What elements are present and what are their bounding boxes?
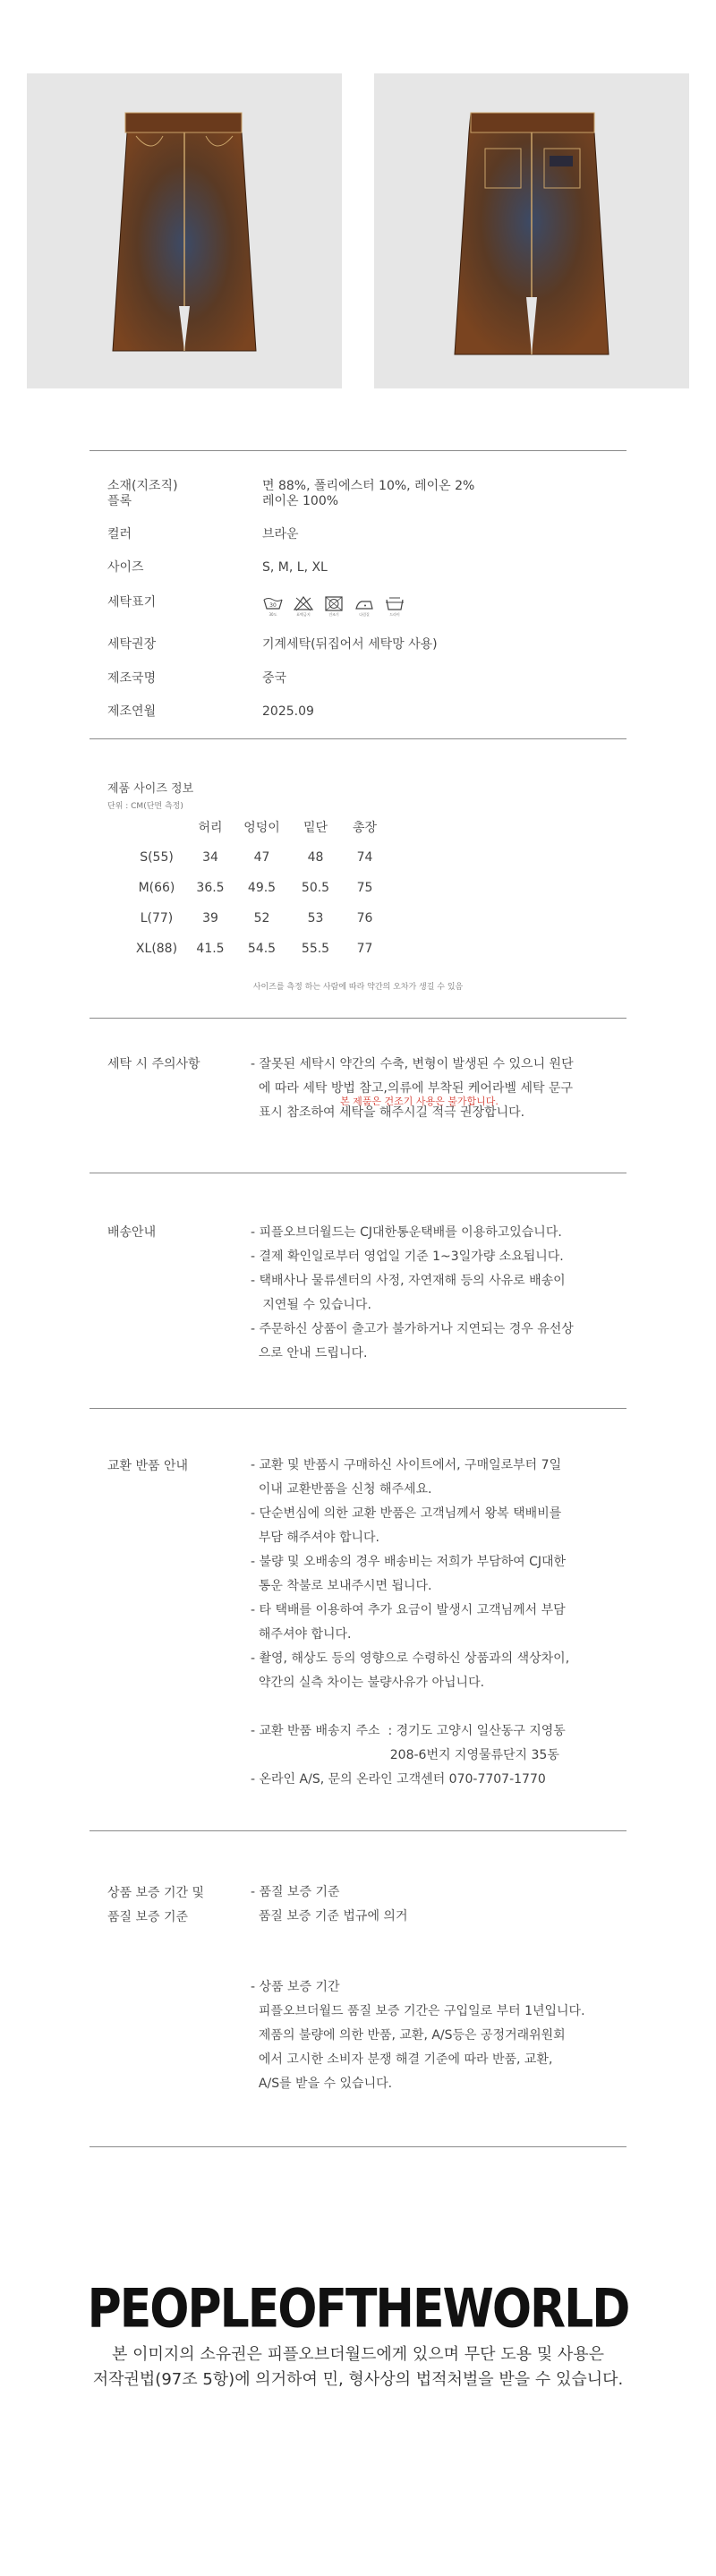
divider: [90, 738, 626, 739]
wash-30-icon: [262, 594, 284, 618]
size-cell: 54.5: [247, 942, 277, 956]
size-info-unit: 단위 : CM(단면 측정): [107, 802, 183, 811]
size-cell: 55.5: [301, 942, 330, 956]
divider: [90, 1830, 626, 1831]
info-value-wash: 기계세탁(뒤집어서 세탁망 사용): [262, 637, 438, 652]
size-cell: 74: [356, 850, 373, 865]
size-info-title: 제품 사이즈 정보: [107, 782, 194, 796]
size-header-empty: [125, 812, 188, 842]
size-cell: 39: [202, 911, 218, 925]
shipping-text: - 피플오브더월드는 CJ대한통운택배를 이용하고있습니다. - 결제 확인일로부터 영업일 기준 1~3일가량 소요됩니다. - 택배사나 물류센터의 사정, 자연재해 등의 사유로 배송이 지연될 수 있습니다. - 주문하신 상품이 출고가 불가하거나 지연되는 경우 유선상 으로 안내 드립니다.: [251, 1225, 574, 1361]
brand-logo: PEOPLEOFTHEWORLD: [87, 2278, 629, 2341]
svg-text:건조기: 건조기: [328, 612, 339, 617]
size-table-header: [125, 812, 389, 842]
exchange-text: - 교환 및 반품시 구매하신 사이트에서, 구매일로부터 7일 이내 교환반품을 신청 해주세요. - 단순변심에 의한 교환 반품은 고객님께서 왕복 택배비를 부담 해주셔야 합니다. - 불량 및 오배송의 경우 배송비는 저희가 부담하여 CJ대한 통운 착불로 보내주시면 됩니다. - 타 택배를 이용하여 추가 요금이 발생시 고객님께서 부담 해주셔야 합니다. - 촬영, 해상도 등의 영향으로 수령하신 상품과의 색상차이, 약간의 실측 차이는 불량사유가 아닙니다. - 교환 반품 배송지 주소 : 경기도 고양시 일산동구 지영동 208-6번지 지영물류단지 35동 - 온라인 A/S, 문의 온라인 고객센터 070-7707-1770: [251, 1458, 570, 1787]
skirt-front-image: [27, 73, 342, 388]
info-value-origin: 중국: [262, 671, 287, 686]
size-cell: 50.5: [301, 881, 330, 895]
exchange-label: 교환 반품 안내: [107, 1459, 189, 1473]
size-cell: 47: [253, 850, 270, 865]
size-cell: 48: [307, 850, 324, 865]
svg-text:드라이: 드라이: [389, 612, 400, 617]
info-label-size: 사이즈: [107, 560, 144, 575]
size-cell: L(77): [140, 911, 174, 925]
table-row: [125, 873, 389, 903]
divider: [90, 1018, 626, 1019]
tumble-dry-icon: [323, 594, 345, 618]
table-row: [125, 903, 389, 934]
dryer-warning: 본 제품은 건조기 사용은 불가합니다.: [340, 1096, 499, 1107]
warranty-text-standard: - 품질 보증 기준 품질 보증 기준 법규에 의거: [251, 1885, 408, 1923]
warranty-label-line1: 상품 보증 기간 및: [107, 1886, 205, 1900]
svg-text:다림질: 다림질: [359, 612, 370, 617]
info-value-material: 면 88%, 폴리에스터 10%, 레이온 2%: [262, 479, 475, 493]
no-bleach-icon: [293, 594, 314, 618]
warranty-label-line2: 품질 보증 기준: [107, 1910, 189, 1924]
size-table: [125, 812, 389, 964]
size-note: 사이즈를 측정 하는 사람에 따라 약간의 오차가 생길 수 있음: [252, 983, 464, 992]
info-value-date: 2025.09: [262, 704, 314, 719]
size-cell: 49.5: [247, 881, 277, 895]
size-header-waist: 허리: [198, 821, 223, 835]
info-label-origin: 제조국명: [107, 671, 157, 686]
size-cell: M(66): [138, 881, 175, 895]
info-label-wash: 세탁권장: [107, 637, 157, 652]
product-photo-front: [27, 73, 342, 388]
warranty-text-period: - 상품 보증 기간 피플오브더월드 품질 보증 기간은 구입일로 부터 1년입니다. 제품의 불량에 의한 반품, 교환, A/S등은 공정거래위원회 에서 고시한 소비자 분쟁 해결 기준에 따라 반품, 교환, A/S를 받을 수 있습니다.: [251, 1980, 585, 2091]
info-label-material: 소재(지조직): [107, 479, 178, 493]
size-cell: 41.5: [196, 942, 225, 956]
dry-clean-icon: [384, 594, 405, 618]
table-row: [125, 842, 389, 873]
table-row: [125, 934, 389, 964]
wash-caution-label: 세탁 시 주의사항: [107, 1057, 200, 1071]
svg-text:30도: 30도: [268, 612, 277, 617]
divider: [90, 450, 626, 451]
size-cell: 75: [356, 881, 373, 895]
size-header-hip: 엉덩이: [243, 821, 280, 835]
size-cell: S(55): [140, 850, 174, 865]
info-value-flock: 레이온 100%: [262, 494, 339, 508]
size-cell: 53: [307, 911, 324, 925]
divider: [90, 2146, 626, 2147]
care-symbols: [262, 594, 405, 618]
wash-caution-text: - 잘못된 세탁시 약간의 수축, 변형이 발생된 수 있으니 원단 에 따라 세탁 방법 참고,의류에 부착된 케어라벨 세탁 문구 표시 참조하여 세탁을 해주시길 적극 권장합니다.: [251, 1057, 574, 1120]
copyright-line1: 본 이미지의 소유권은 피플오브더월드에게 있으며 무단 도용 및 사용은: [111, 2345, 605, 2364]
size-cell: 36.5: [196, 881, 225, 895]
size-cell: 34: [202, 850, 218, 865]
svg-text:표백금지: 표백금지: [296, 612, 311, 617]
info-label-date: 제조연월: [107, 704, 157, 719]
info-label-flock: 플록: [107, 494, 132, 508]
shipping-label: 배송안내: [107, 1225, 157, 1240]
size-cell: 52: [253, 911, 270, 925]
divider: [90, 1408, 626, 1409]
info-label-care-symbols: 세탁표기: [107, 595, 157, 610]
info-value-color: 브라운: [262, 527, 299, 542]
size-header-hem: 밑단: [303, 821, 328, 835]
size-cell: XL(88): [135, 942, 178, 956]
info-label-color: 컬러: [107, 527, 132, 542]
size-header-length: 총장: [352, 821, 378, 835]
copyright-line2: 저작권법(97조 5항)에 의거하여 민, 형사상의 법적처벌을 받을 수 있습니다.: [92, 2370, 624, 2389]
info-value-size: S, M, L, XL: [262, 560, 328, 575]
iron-low-icon: [354, 594, 375, 618]
product-photo-back: [374, 73, 689, 388]
size-cell: 77: [356, 942, 373, 956]
skirt-back-image: [374, 73, 689, 388]
svg-text:30: 30: [269, 602, 277, 609]
size-cell: 76: [356, 911, 373, 925]
